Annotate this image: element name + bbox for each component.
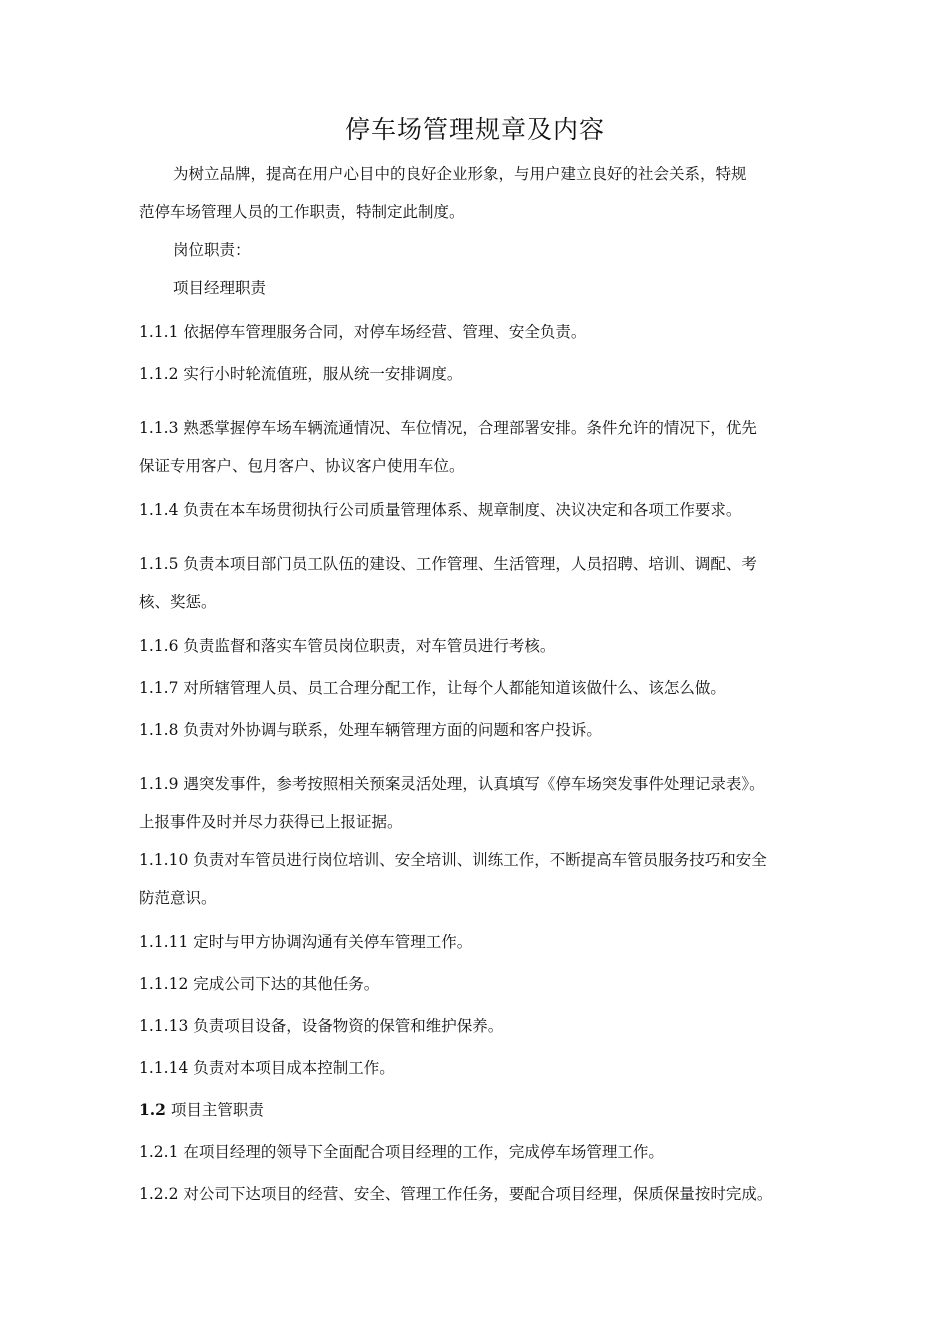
item-text: 熟悉掌握停车场车辆流通情况、车位情况，合理部署安排。条件允许的情况下，优先 xyxy=(183,419,757,437)
section-heading xyxy=(139,1091,819,1129)
list-item xyxy=(139,841,819,879)
heading-duties: 岗位职责： xyxy=(173,241,251,259)
section-title: 项目主管职责 xyxy=(170,1101,264,1119)
item-text: 负责本项目部门员工队伍的建设、工作管理、生活管理，人员招聘、培训、调配、考 xyxy=(183,555,757,573)
heading-project-manager: 项目经理职责 xyxy=(173,279,267,297)
list-item xyxy=(139,765,819,803)
list-item xyxy=(139,627,819,665)
list-item xyxy=(139,545,819,583)
item-text: 完成公司下达的其他任务。 xyxy=(193,975,380,993)
section-number: 1.2 xyxy=(139,1100,166,1119)
item-number: 1.1.5 xyxy=(139,555,179,573)
item-number: 1.1.8 xyxy=(139,721,179,739)
item-number: 1.1.4 xyxy=(139,501,179,519)
item-text: 负责项目设备，设备物资的保管和维护保养。 xyxy=(193,1017,504,1035)
list-item xyxy=(139,491,819,529)
item-text: 实行小时轮流值班，服从统一安排调度。 xyxy=(183,365,463,383)
list-item xyxy=(139,1049,819,1087)
item-text: 负责监督和落实车管员岗位职责，对车管员进行考核。 xyxy=(183,637,556,655)
list-item xyxy=(139,669,819,707)
list-item xyxy=(139,1175,819,1213)
item-number: 1.1.9 xyxy=(139,775,179,793)
list-item xyxy=(139,313,819,351)
document-title: 停车场管理规章及内容 xyxy=(344,115,605,144)
item-number: 1.1.10 xyxy=(139,851,189,869)
item-number: 1.2.1 xyxy=(139,1143,179,1161)
item-text: 依据停车管理服务合同，对停车场经营、管理、安全负责。 xyxy=(183,323,587,341)
item-number: 1.1.11 xyxy=(139,933,189,951)
item-text: 对所辖管理人员、员工合理分配工作，让每个人都能知道该做什么、该怎么做。 xyxy=(183,679,726,697)
item-text: 负责对外协调与联系，处理车辆管理方面的问题和客户投诉。 xyxy=(183,721,602,739)
item-text: 负责在本车场贯彻执行公司质量管理体系、规章制度、决议决定和各项工作要求。 xyxy=(183,501,742,519)
item-number: 1.1.13 xyxy=(139,1017,189,1035)
item-number: 1.2.2 xyxy=(139,1185,179,1203)
item-number: 1.1.7 xyxy=(139,679,179,697)
list-item xyxy=(139,965,819,1003)
item-number: 1.1.2 xyxy=(139,365,179,383)
item-number: 1.1.6 xyxy=(139,637,179,655)
list-item xyxy=(139,1007,819,1045)
item-text: 对公司下达项目的经营、安全、管理工作任务，要配合项目经理，保质保量按时完成。 xyxy=(183,1185,773,1203)
item-continuation: 保证专用客户、包月客户、协议客户使用车位。 xyxy=(139,457,465,475)
item-number: 1.1.1 xyxy=(139,323,179,341)
intro-line-1: 为树立品牌，提高在用户心目中的良好企业形象，与用户建立良好的社会关系，特规 xyxy=(173,165,747,183)
list-item xyxy=(139,409,819,447)
item-number: 1.1.12 xyxy=(139,975,189,993)
list-item xyxy=(139,1133,819,1171)
item-number: 1.1.14 xyxy=(139,1059,189,1077)
intro-line-2: 范停车场管理人员的工作职责，特制定此制度。 xyxy=(139,203,465,221)
item-number: 1.1.3 xyxy=(139,419,179,437)
list-item xyxy=(139,711,819,749)
item-text: 定时与甲方协调沟通有关停车管理工作。 xyxy=(193,933,473,951)
item-text: 在项目经理的领导下全面配合项目经理的工作，完成停车场管理工作。 xyxy=(183,1143,664,1161)
item-continuation: 上报事件及时并尽力获得已上报证据。 xyxy=(139,813,403,831)
item-continuation: 核、奖惩。 xyxy=(139,593,217,611)
item-continuation: 防范意识。 xyxy=(139,889,217,907)
item-text: 负责对本项目成本控制工作。 xyxy=(193,1059,395,1077)
item-text: 负责对车管员进行岗位培训、安全培训、训练工作，不断提高车管员服务技巧和安全 xyxy=(193,851,767,869)
item-text: 遇突发事件，参考按照相关预案灵活处理，认真填写《停车场突发事件处理记录表》。 xyxy=(183,775,765,793)
list-item xyxy=(139,355,819,393)
list-item xyxy=(139,923,819,961)
